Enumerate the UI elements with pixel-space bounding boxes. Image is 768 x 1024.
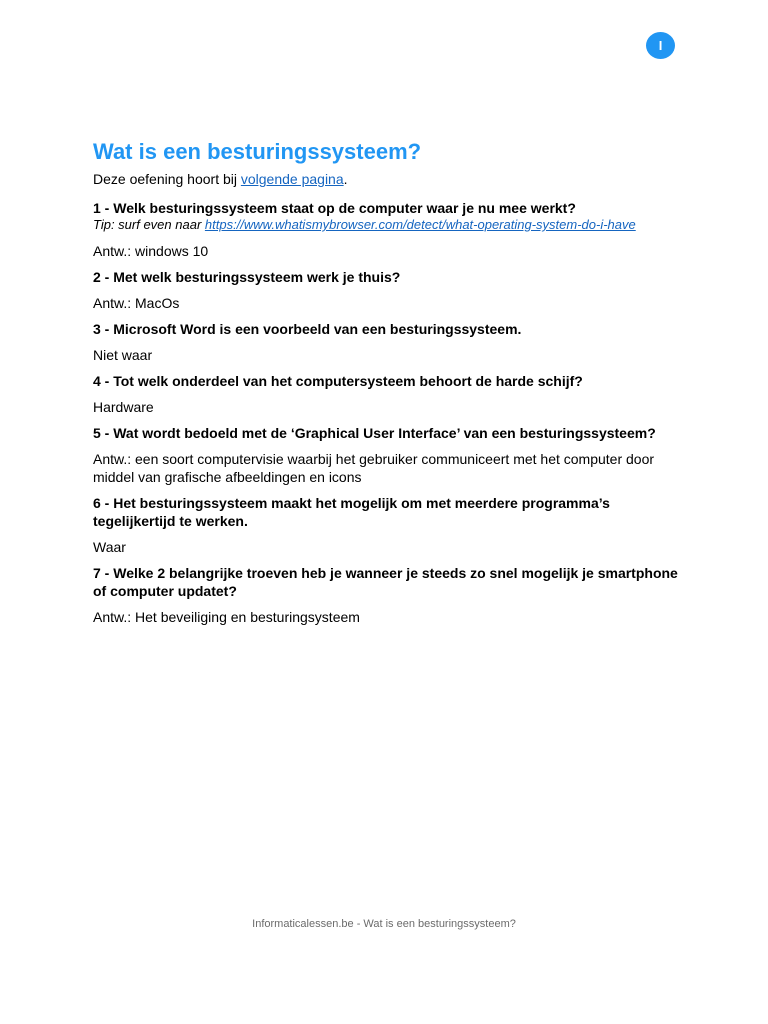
question-5: 5 - Wat wordt bedoeld met de ‘Graphical User Interface’ van een besturingssysteem?	[93, 425, 656, 441]
tip-link[interactable]: https://www.whatismybrowser.com/detect/what-operating-system-do-i-have	[204, 217, 636, 232]
answer-7: Antw.: Het beveiliging en besturingsysteem	[93, 609, 360, 625]
question-6: 6 - Het besturingssysteem maakt het mogelijk om met meerdere programma’s tegelijkertijd te werken.	[93, 495, 610, 529]
intro-text	[93, 170, 683, 188]
document-body	[93, 138, 683, 626]
question-1-tip	[93, 217, 683, 233]
question-4: 4 - Tot welk onderdeel van het computersysteem behoort de harde schijf?	[93, 373, 583, 389]
page-title: Wat is een besturingssysteem?	[93, 139, 422, 164]
next-page-link[interactable]: volgende pagina	[240, 171, 344, 187]
intro-text-before: Deze oefening hoort bij	[93, 171, 241, 187]
badge-label: I	[658, 38, 663, 53]
question-1: 1 - Welk besturingssysteem staat op de computer waar je nu mee werkt?	[93, 200, 576, 216]
page-footer: Informaticalessen.be - Wat is een besturingssysteem?	[252, 918, 516, 930]
question-7: 7 - Welke 2 belangrijke troeven heb je wanneer je steeds zo snel mogelijk je smartphone of computer updatet?	[93, 565, 678, 599]
intro-text-after: .	[343, 171, 348, 187]
answer-4: Hardware	[93, 399, 154, 415]
answer-5: Antw.: een soort computervisie waarbij het gebruiker communiceert met het computer door middel van grafische afbeeldingen en icons	[93, 451, 655, 485]
question-3: 3 - Microsoft Word is een voorbeeld van een besturingssysteem.	[93, 321, 522, 337]
tip-prefix: Tip: surf even naar	[93, 217, 205, 232]
answer-1: Antw.: windows 10	[93, 243, 209, 259]
answer-6: Waar	[93, 539, 126, 555]
answer-3: Niet waar	[93, 347, 153, 363]
answer-2: Antw.: MacOs	[93, 295, 180, 311]
page-badge	[646, 32, 675, 59]
question-2: 2 - Met welk besturingssysteem werk je thuis?	[93, 269, 401, 285]
